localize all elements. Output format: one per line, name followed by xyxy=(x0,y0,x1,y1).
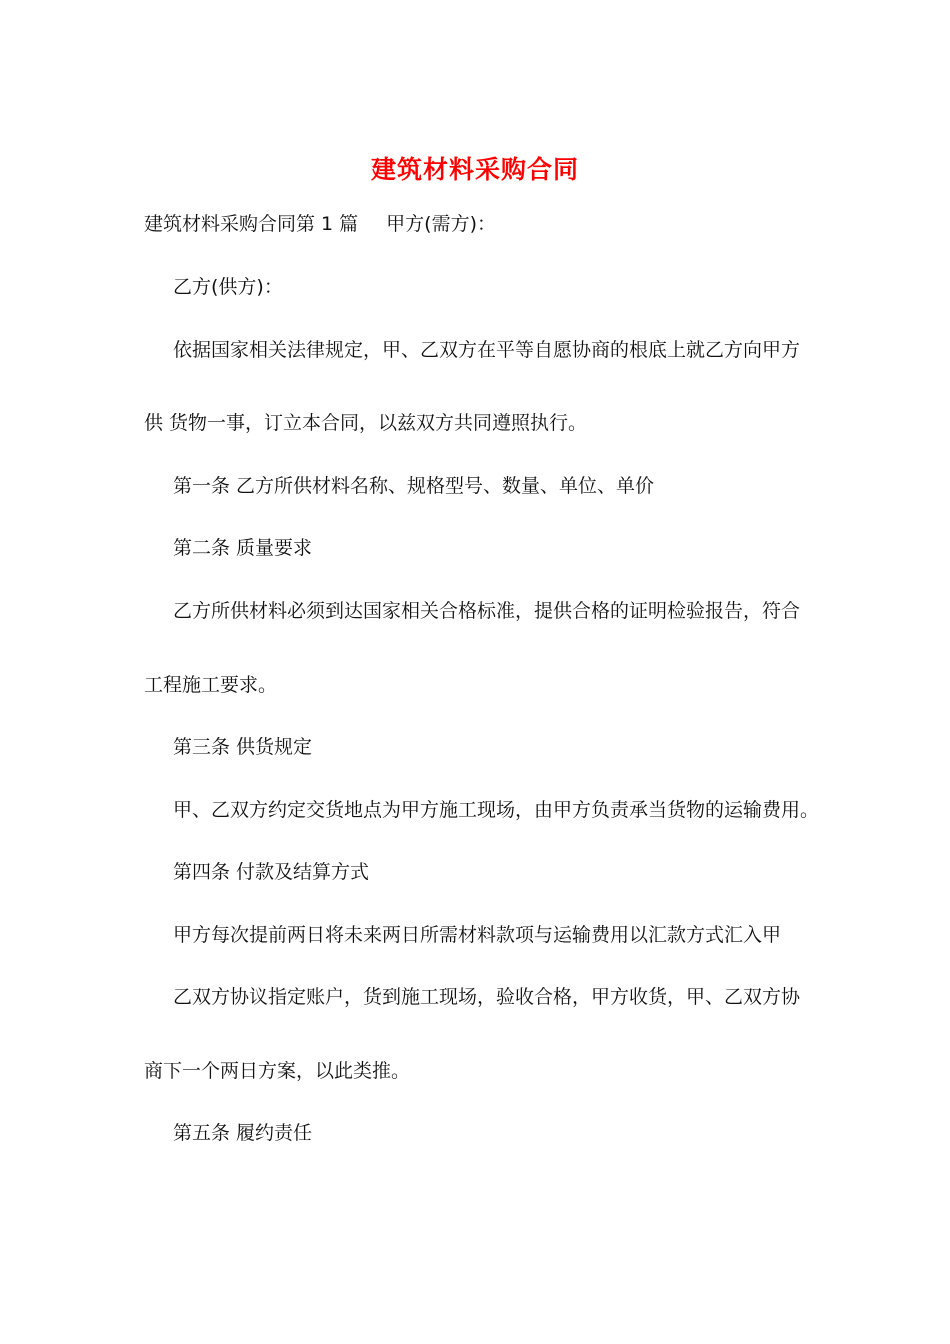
party-b-label: 乙方(供方)： xyxy=(173,276,283,298)
document-title: 建筑材料采购合同 xyxy=(370,155,579,184)
paragraph-line: 甲、乙双方约定交货地点为甲方施工现场，由甲方负责承当货物的运输费用。 xyxy=(173,799,820,821)
paragraph-line: 依据国家相关法律规定，甲、乙双方在平等自愿协商的根底上就乙方向甲方 xyxy=(173,339,801,361)
paragraph-line: 乙双方协议指定账户，货到施工现场，验收合格，甲方收货，甲、乙双方协 xyxy=(173,986,801,1008)
party-a-label: 甲方(需方)： xyxy=(386,213,496,235)
paragraph-line: 乙方所供材料必须到达国家相关合格标准，提供合格的证明检验报告，符合 xyxy=(173,600,801,622)
paragraph-line: 工程施工要求。 xyxy=(144,674,278,696)
contract-heading-line xyxy=(144,211,496,237)
article-4-heading: 第四条 付款及结算方式 xyxy=(173,861,370,883)
paragraph-line: 供 货物一事，订立本合同，以兹双方共同遵照执行。 xyxy=(144,412,588,434)
contract-number-label: 建筑材料采购合同第 1 篇 xyxy=(144,213,359,235)
paragraph-line: 甲方每次提前两日将未来两日所需材料款项与运输费用以汇款方式汇入甲 xyxy=(173,924,782,946)
article-5-heading: 第五条 履约责任 xyxy=(173,1122,313,1144)
article-1-heading: 第一条 乙方所供材料名称、规格型号、数量、单位、单价 xyxy=(173,475,655,497)
article-2-heading: 第二条 质量要求 xyxy=(173,537,313,559)
article-3-heading: 第三条 供货规定 xyxy=(173,736,313,758)
paragraph-line: 商下一个两日方案，以此类推。 xyxy=(144,1060,411,1082)
